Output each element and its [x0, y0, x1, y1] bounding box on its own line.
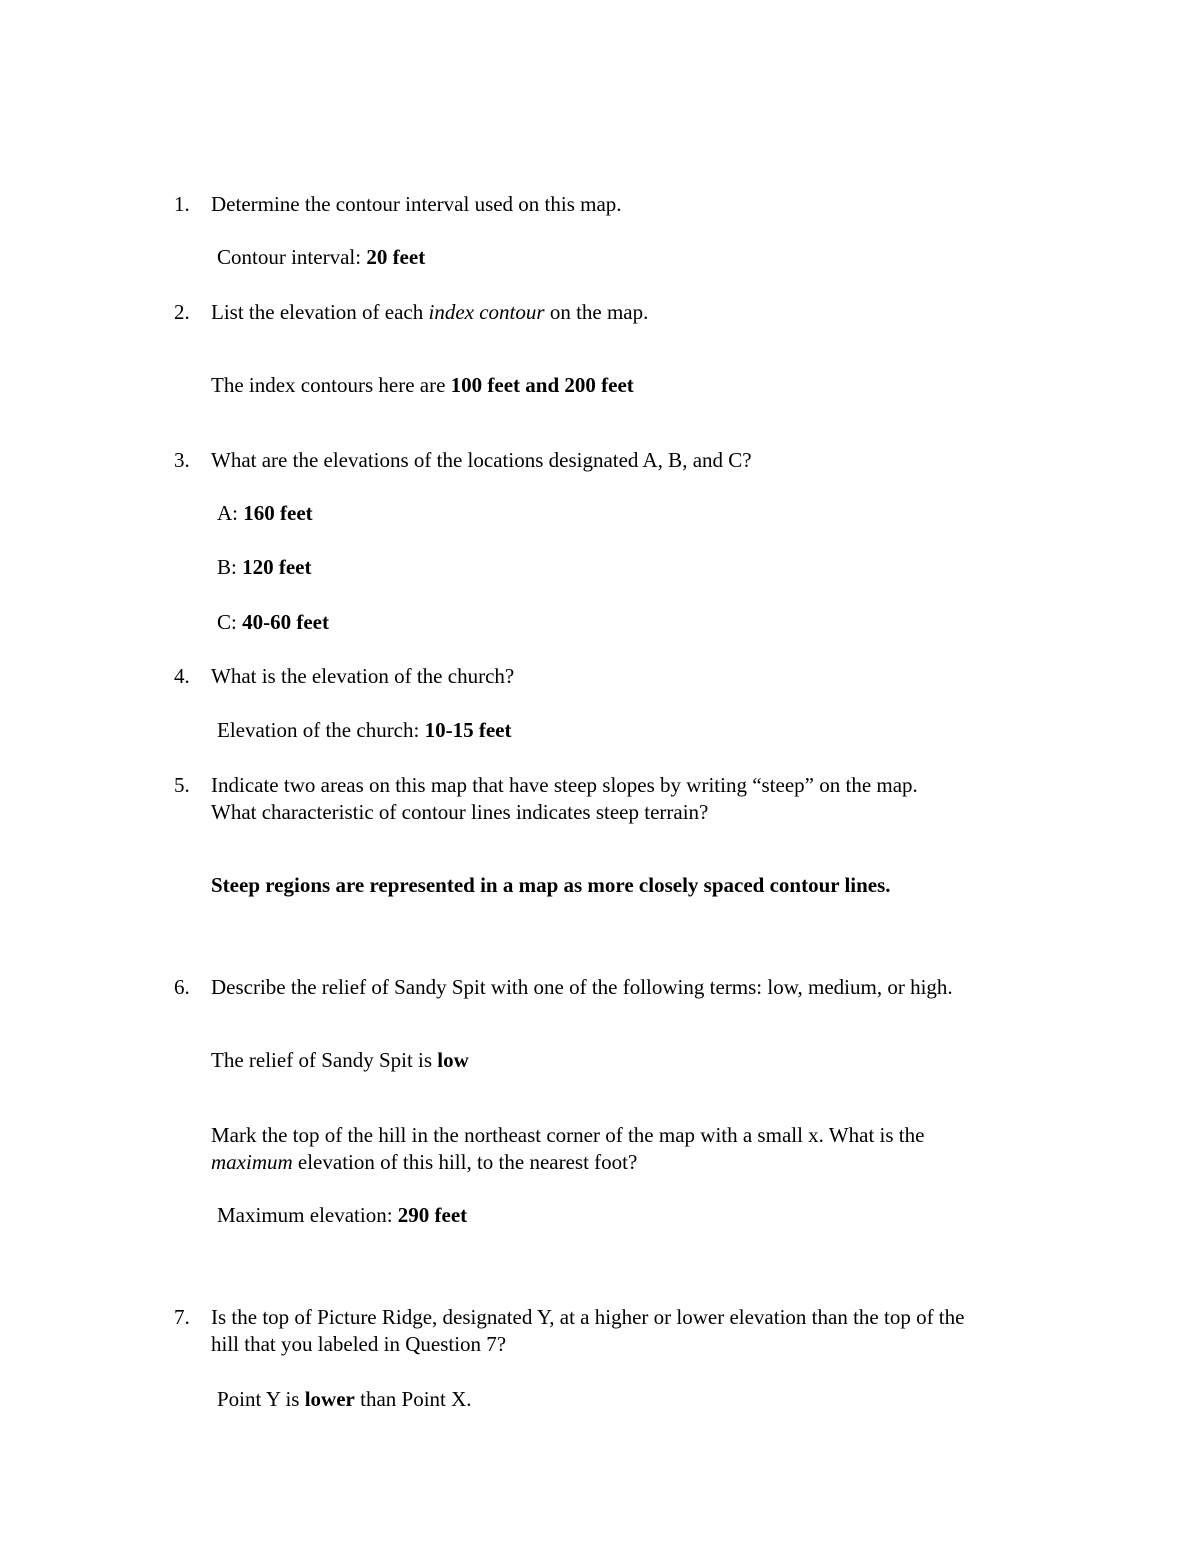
- answer-value: 290 feet: [397, 1203, 468, 1227]
- answer-label: The relief of Sandy Spit is: [211, 1048, 438, 1072]
- answer-value: 40-60 feet: [242, 610, 329, 634]
- question-1-text: Determine the contour interval used on this map.: [211, 192, 622, 216]
- answer-text-end: than Point X.: [354, 1387, 472, 1411]
- question-4-answer: [217, 717, 511, 743]
- question-6-sub-answer: [217, 1202, 467, 1228]
- question-6-text: Describe the relief of Sandy Spit with one of the following terms: low, medium, or high.: [211, 975, 953, 999]
- question-3-answer-a: [217, 500, 313, 526]
- question-7-text-line2: hill that you labeled in Question 7?: [211, 1332, 507, 1356]
- question-text-start: List the elevation of each: [211, 300, 429, 324]
- question-5-number: 5.: [174, 773, 190, 797]
- question-6-sub-text-line1: Mark the top of the hill in the northeast corner of the map with a small x. What is the: [211, 1123, 925, 1147]
- answer-value: lower: [304, 1387, 355, 1411]
- question-5-text-line1: Indicate two areas on this map that have steep slopes by writing “steep” on the map.: [211, 773, 918, 797]
- question-7-text-line1: Is the top of Picture Ridge, designated Y, at a higher or lower elevation than the top of the: [211, 1305, 965, 1329]
- answer-label: Contour interval:: [217, 245, 367, 269]
- question-5-text-line2: What characteristic of contour lines indicates steep terrain?: [211, 800, 709, 824]
- question-6-answer: [211, 1047, 469, 1073]
- answer-value: 160 feet: [243, 501, 313, 525]
- question-term: maximum: [211, 1150, 293, 1174]
- question-text-end: elevation of this hill, to the nearest foot?: [292, 1150, 638, 1174]
- question-3-text: What are the elevations of the locations designated A, B, and C?: [211, 448, 752, 472]
- question-4-text: What is the elevation of the church?: [211, 664, 515, 688]
- answer-text-start: Point Y is: [217, 1387, 305, 1411]
- question-3-answer-c: [217, 609, 329, 635]
- answer-label: The index contours here are: [211, 373, 451, 397]
- question-1-number: 1.: [174, 192, 190, 216]
- question-2-answer: [211, 372, 634, 398]
- question-1-answer: [217, 244, 425, 270]
- answer-value: 120 feet: [242, 555, 312, 579]
- answer-value: low: [437, 1048, 469, 1072]
- question-3-number: 3.: [174, 448, 190, 472]
- answer-value: 100 feet and 200 feet: [450, 373, 634, 397]
- answer-label: C:: [217, 610, 243, 634]
- answer-label: A:: [217, 501, 244, 525]
- question-3-answer-b: [217, 554, 311, 580]
- question-6-number: 6.: [174, 975, 190, 999]
- question-2-text: [211, 299, 648, 325]
- answer-label: Maximum elevation:: [217, 1203, 398, 1227]
- question-7-answer: [217, 1386, 472, 1412]
- answer-label: Elevation of the church:: [217, 718, 425, 742]
- answer-value: 10-15 feet: [424, 718, 512, 742]
- question-5-answer: Steep regions are represented in a map as more closely spaced contour lines.: [211, 873, 891, 897]
- question-term: index contour: [428, 300, 545, 324]
- question-2-number: 2.: [174, 300, 190, 324]
- answer-label: B:: [217, 555, 243, 579]
- question-7-number: 7.: [174, 1305, 190, 1329]
- answer-value: 20 feet: [366, 245, 426, 269]
- question-6-sub-text-line2: [211, 1149, 637, 1175]
- question-4-number: 4.: [174, 664, 190, 688]
- question-text-end: on the map.: [544, 300, 649, 324]
